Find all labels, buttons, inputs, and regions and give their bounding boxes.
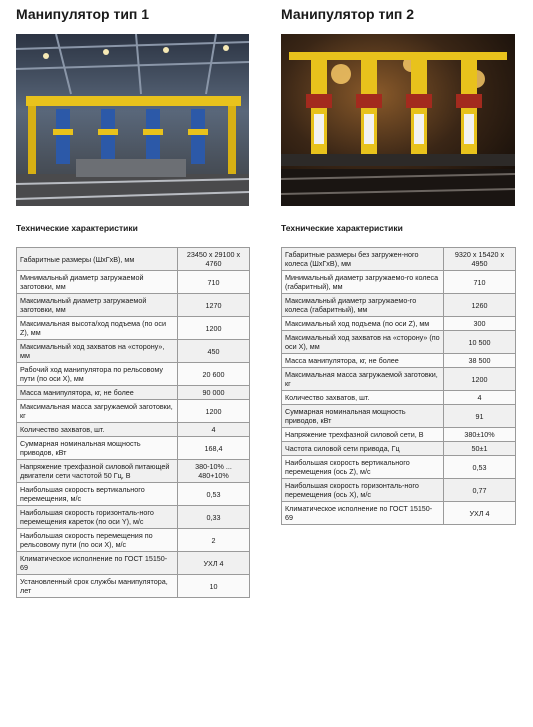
- spec-value: 4: [444, 391, 516, 405]
- spec-value: 9320 х 15420 х 4950: [444, 248, 516, 271]
- spec-value: 380±10%: [444, 428, 516, 442]
- spec-parameter: Масса манипулятора, кг, не более: [282, 354, 444, 368]
- manipulator-2-title: Манипулятор тип 2: [281, 6, 415, 22]
- spec-parameter: Наибольшая скорость горизонталь-ного перемещения кареток (по оси Y), м/с: [17, 506, 178, 529]
- spec-parameter: Максимальный диаметр загружаемо-го колеса (габаритный), мм: [282, 294, 444, 317]
- spec-row: [282, 442, 516, 456]
- spec-value: 380-10% ... 480+10%: [178, 460, 250, 483]
- spec-value: 1270: [178, 294, 250, 317]
- spec-row: [282, 271, 516, 294]
- spec-parameter: Габаритные размеры (ШхГхВ), мм: [17, 248, 178, 271]
- spec-parameter: Количество захватов, шт.: [282, 391, 444, 405]
- manipulator-1-title: Манипулятор тип 1: [16, 6, 150, 22]
- spec-value: 1200: [178, 317, 250, 340]
- spec-row: [17, 552, 250, 575]
- spec-parameter: Минимальный диаметр загружаемой заготовки, мм: [17, 271, 178, 294]
- spec-parameter: Максимальная масса загружаемой заготовки, кг: [282, 368, 444, 391]
- spec-parameter: Суммарная номинальная мощность приводов, кВт: [282, 405, 444, 428]
- spec-row: [282, 479, 516, 502]
- spec-value: 23450 х 29100 х 4760: [178, 248, 250, 271]
- spec-value: 1260: [444, 294, 516, 317]
- spec-value: 450: [178, 340, 250, 363]
- spec-value: 10: [178, 575, 250, 598]
- spec-row: [17, 483, 250, 506]
- spec-parameter: Наибольшая скорость горизонталь-ного перемещения (ось Х), м/с: [282, 479, 444, 502]
- spec-value: 1200: [178, 400, 250, 423]
- spec-value: 91: [444, 405, 516, 428]
- spec-value: 4: [178, 423, 250, 437]
- spec-parameter: Количество захватов, шт.: [17, 423, 178, 437]
- spec-parameter: Рабочий ход манипулятора по рельсовому пути (по оси Х), мм: [17, 363, 178, 386]
- spec-parameter: Наибольшая скорость перемещения по рельсовому пути (по оси Х), м/с: [17, 529, 178, 552]
- spec-row: [17, 437, 250, 460]
- spec-row: [17, 363, 250, 386]
- spec-row: [282, 391, 516, 405]
- spec-value: 168,4: [178, 437, 250, 460]
- spec-parameter: Частота силовой сети привода, Гц: [282, 442, 444, 456]
- spec-row: [17, 386, 250, 400]
- spec-value: 38 500: [444, 354, 516, 368]
- spec-parameter: Климатическое исполнение по ГОСТ 15150-69: [17, 552, 178, 575]
- spec-value: УХЛ 4: [178, 552, 250, 575]
- spec-row: [17, 575, 250, 598]
- spec-value: 2: [178, 529, 250, 552]
- spec-value: 1200: [444, 368, 516, 391]
- manipulator-1-specs-heading: Технические характеристики: [16, 223, 138, 233]
- spec-row: [17, 294, 250, 317]
- spec-value: 90 000: [178, 386, 250, 400]
- spec-row: [282, 428, 516, 442]
- spec-row: [282, 317, 516, 331]
- spec-parameter: Максимальная высота/ход подъема (по оси Z), мм: [17, 317, 178, 340]
- spec-parameter: Напряжение трехфазной силовой сети, В: [282, 428, 444, 442]
- spec-row: [17, 340, 250, 363]
- spec-value: 710: [444, 271, 516, 294]
- manipulator-1-specs-table: [16, 247, 250, 598]
- spec-parameter: Максимальная масса загружаемой заготовки, кг: [17, 400, 178, 423]
- spec-parameter: Наибольшая скорость вертикального перемещения (ось Z), м/с: [282, 456, 444, 479]
- spec-row: [282, 405, 516, 428]
- spec-row: [17, 423, 250, 437]
- spec-parameter: Максимальный ход подъема (по оси Z), мм: [282, 317, 444, 331]
- spec-row: [282, 294, 516, 317]
- spec-parameter: Габаритные размеры без загружен-ного колеса (ШхГхВ), мм: [282, 248, 444, 271]
- spec-parameter: Установленный срок службы манипулятора, лет: [17, 575, 178, 598]
- spec-row: [282, 354, 516, 368]
- spec-value: УХЛ 4: [444, 502, 516, 525]
- manipulator-1-photo: [16, 34, 249, 206]
- spec-value: 0,53: [444, 456, 516, 479]
- spec-row: [282, 331, 516, 354]
- spec-value: 50±1: [444, 442, 516, 456]
- spec-row: [17, 529, 250, 552]
- spec-value: 0,33: [178, 506, 250, 529]
- spec-value: 0,53: [178, 483, 250, 506]
- spec-row: [17, 460, 250, 483]
- spec-row: [282, 368, 516, 391]
- spec-parameter: Максимальный ход захватов на «сторону» (по оси Х), мм: [282, 331, 444, 354]
- manipulator-2-photo: [281, 34, 515, 206]
- spec-parameter: Суммарная номинальная мощность приводов, кВт: [17, 437, 178, 460]
- spec-value: 710: [178, 271, 250, 294]
- spec-row: [282, 456, 516, 479]
- spec-row: [282, 248, 516, 271]
- spec-parameter: Минимальный диаметр загружаемо-го колеса (габаритный), мм: [282, 271, 444, 294]
- spec-row: [17, 248, 250, 271]
- spec-row: [17, 400, 250, 423]
- spec-parameter: Напряжение трехфазной силовой питающей двигатели сети частотой 50 Гц, В: [17, 460, 178, 483]
- spec-row: [17, 271, 250, 294]
- manipulator-2-specs-table: [281, 247, 516, 525]
- spec-value: 0,77: [444, 479, 516, 502]
- spec-value: 300: [444, 317, 516, 331]
- spec-row: [17, 506, 250, 529]
- spec-row: [282, 502, 516, 525]
- spec-parameter: Масса манипулятора, кг, не более: [17, 386, 178, 400]
- spec-value: 10 500: [444, 331, 516, 354]
- spec-value: 20 600: [178, 363, 250, 386]
- manipulator-2-specs-heading: Технические характеристики: [281, 223, 403, 233]
- spec-parameter: Климатическое исполнение по ГОСТ 15150-69: [282, 502, 444, 525]
- spec-parameter: Максимальный диаметр загружаемой заготовки, мм: [17, 294, 178, 317]
- spec-row: [17, 317, 250, 340]
- spec-parameter: Наибольшая скорость вертикального перемещения, м/с: [17, 483, 178, 506]
- spec-parameter: Максимальный ход захватов на «сторону», мм: [17, 340, 178, 363]
